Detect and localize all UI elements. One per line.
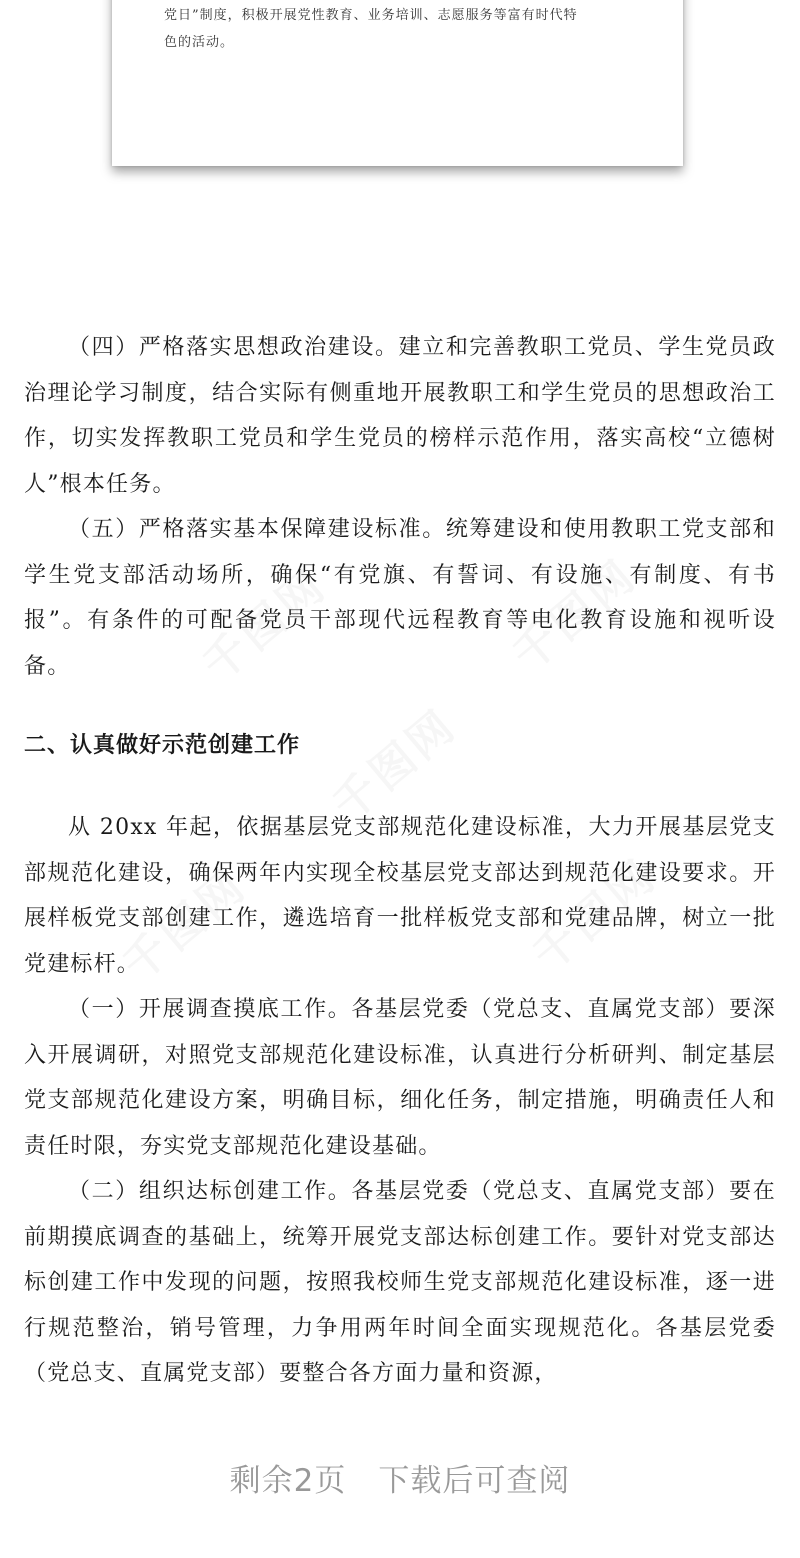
section-heading: 二、认真做好示范创建工作 [24, 733, 301, 758]
previous-page-card [112, 0, 683, 166]
previous-page-text: 党日”制度，积极开展党性教育、业务培训、志愿服务等富有时代特 色的活动。 [164, 8, 578, 50]
watermark: 千图网 [113, 859, 257, 992]
paragraph: （二）组织达标创建工作。各基层党委（党总支、直属党支部）要在前期摸底调查的基础上，统筹开展党支部达标创建工作。要针对党支部达标创建工作中发现的问题，按照我校师生党支部规范化建设标准，逐一进行规范整治，销号管理，力争用两年时间全面实现规范化。各基层党委（党总支、直属党支部）要整合各方面力量和资源， [24, 1179, 776, 1386]
watermark: 千图网 [503, 549, 647, 682]
paragraph: （四）严格落实思想政治建设。建立和完善教职工党员、学生党员政治理论学习制度，结合实际有侧重地开展教职工和学生党员的思想政治工作，切实发挥教职工党员和学生党员的榜样示范作用，落实高校“立德树人”根本任务。 [24, 335, 776, 497]
paragraph: （五）严格落实基本保障建设标准。统筹建设和使用教职工党支部和学生党支部活动场所，确保“有党旗、有誓词、有设施、有制度、有书报”。有条件的可配备党员干部现代远程教育等电化教育设施和视听设备。 [24, 517, 776, 679]
paragraph: 从 20xx 年起，依据基层党支部规范化建设标准，大力开展基层党支部规范化建设，确保两年内实现全校基层党支部达到规范化建设要求。开展样板党支部创建工作，遴选培育一批样板党支部和党建品牌，树立一批党建标杆。 [24, 815, 776, 977]
download-prompt-link[interactable]: 剩余2页 下载后可查阅 [229, 1463, 571, 1499]
watermark: 千图网 [193, 559, 337, 692]
watermark: 千图网 [323, 699, 467, 832]
paragraph: （一）开展调查摸底工作。各基层党委（党总支、直属党支部）要深入开展调研，对照党支部规范化建设标准，认真进行分析研判、制定基层党支部规范化建设方案，明确目标，细化任务，制定措施，明确责任人和责任时限，夯实党支部规范化建设基础。 [24, 997, 776, 1159]
watermark: 千图网 [523, 849, 667, 982]
section-b-body [24, 805, 776, 1397]
section-a-body [24, 325, 776, 689]
